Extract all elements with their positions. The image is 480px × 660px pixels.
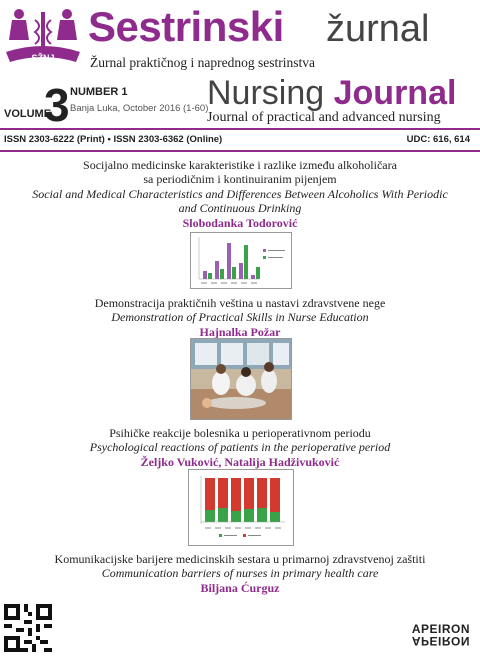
journal-logo: [2, 6, 84, 72]
logo-text: SŽNJ: [31, 53, 55, 63]
article-4[interactable]: [20, 552, 460, 595]
qr-code: [4, 604, 52, 652]
article-title-en: Social and Medical Characteristics and Differences Between Alcoholics With Periodic: [32, 186, 448, 201]
article-authors: Slobodanka Todorović: [182, 215, 298, 230]
article-title-en: Demonstration of Practical Skills in Nurse Education: [111, 310, 369, 325]
article-title-en: Psychological reactions of patients in the perioperative period: [89, 440, 391, 455]
article-title-en: and Continuous Drinking: [178, 201, 302, 216]
publisher-logo: [412, 622, 470, 648]
article-title-sr: Psihičke reakcije bolesnika u perioperativnom periodu: [109, 426, 371, 440]
article-3-chart-image: [188, 469, 294, 546]
journal-subtitle-sr: Žurnal praktičnog i naprednog sestrinstva: [90, 55, 315, 70]
issue-line: Banja Luka, October 2016 (1-60): [70, 103, 209, 114]
article-2-photo: [190, 338, 292, 420]
nursing-word: Nursing: [207, 74, 325, 112]
journal-title-second: žurnal: [326, 8, 430, 50]
publisher-name-mirrored: APEIRON: [411, 634, 470, 648]
article-title-sr: sa periodičnim i kontinuiranim pijenjem: [143, 172, 337, 187]
identifiers-bar: [0, 128, 480, 152]
journal-subtitle-en: Journal of practical and advanced nursing: [207, 110, 441, 125]
article-authors: Hajnalka Požar: [199, 324, 281, 339]
article-authors: Biljana Ćurguz: [200, 580, 280, 595]
number-label: NUMBER 1: [70, 86, 128, 98]
volume-number: 3: [44, 79, 70, 131]
udc-text: UDC: 616, 614: [406, 134, 470, 145]
nursing-journal-title: [207, 76, 456, 110]
article-2[interactable]: [20, 296, 460, 339]
article-title-sr: Komunikacijske barijere medicinskih sestara u primarnoj zdravstvenoj zaštiti: [54, 552, 426, 566]
volume-label: VOLUME: [4, 108, 52, 120]
article-1[interactable]: [20, 158, 460, 230]
journal-word: Journal: [333, 74, 457, 112]
article-title-sr: Demonstracija praktičnih veština u nastavi zdravstvene nege: [94, 296, 386, 310]
article-authors: Željko Vuković, Natalija Hadživuković: [140, 454, 340, 469]
issn-text: ISSN 2303-6222 (Print) • ISSN 2303-6362 (Online): [4, 134, 223, 145]
journal-title-main: Sestrinski: [88, 3, 284, 50]
article-title-en: Communication barriers of nurses in primary health care: [101, 566, 379, 581]
publisher-name: APEIRON: [411, 622, 470, 636]
article-title-sr: Socijalno medicinske karakteristike i razlike između alkoholičara: [83, 158, 397, 172]
article-1-chart-image: [190, 232, 292, 289]
article-3[interactable]: [20, 426, 460, 469]
